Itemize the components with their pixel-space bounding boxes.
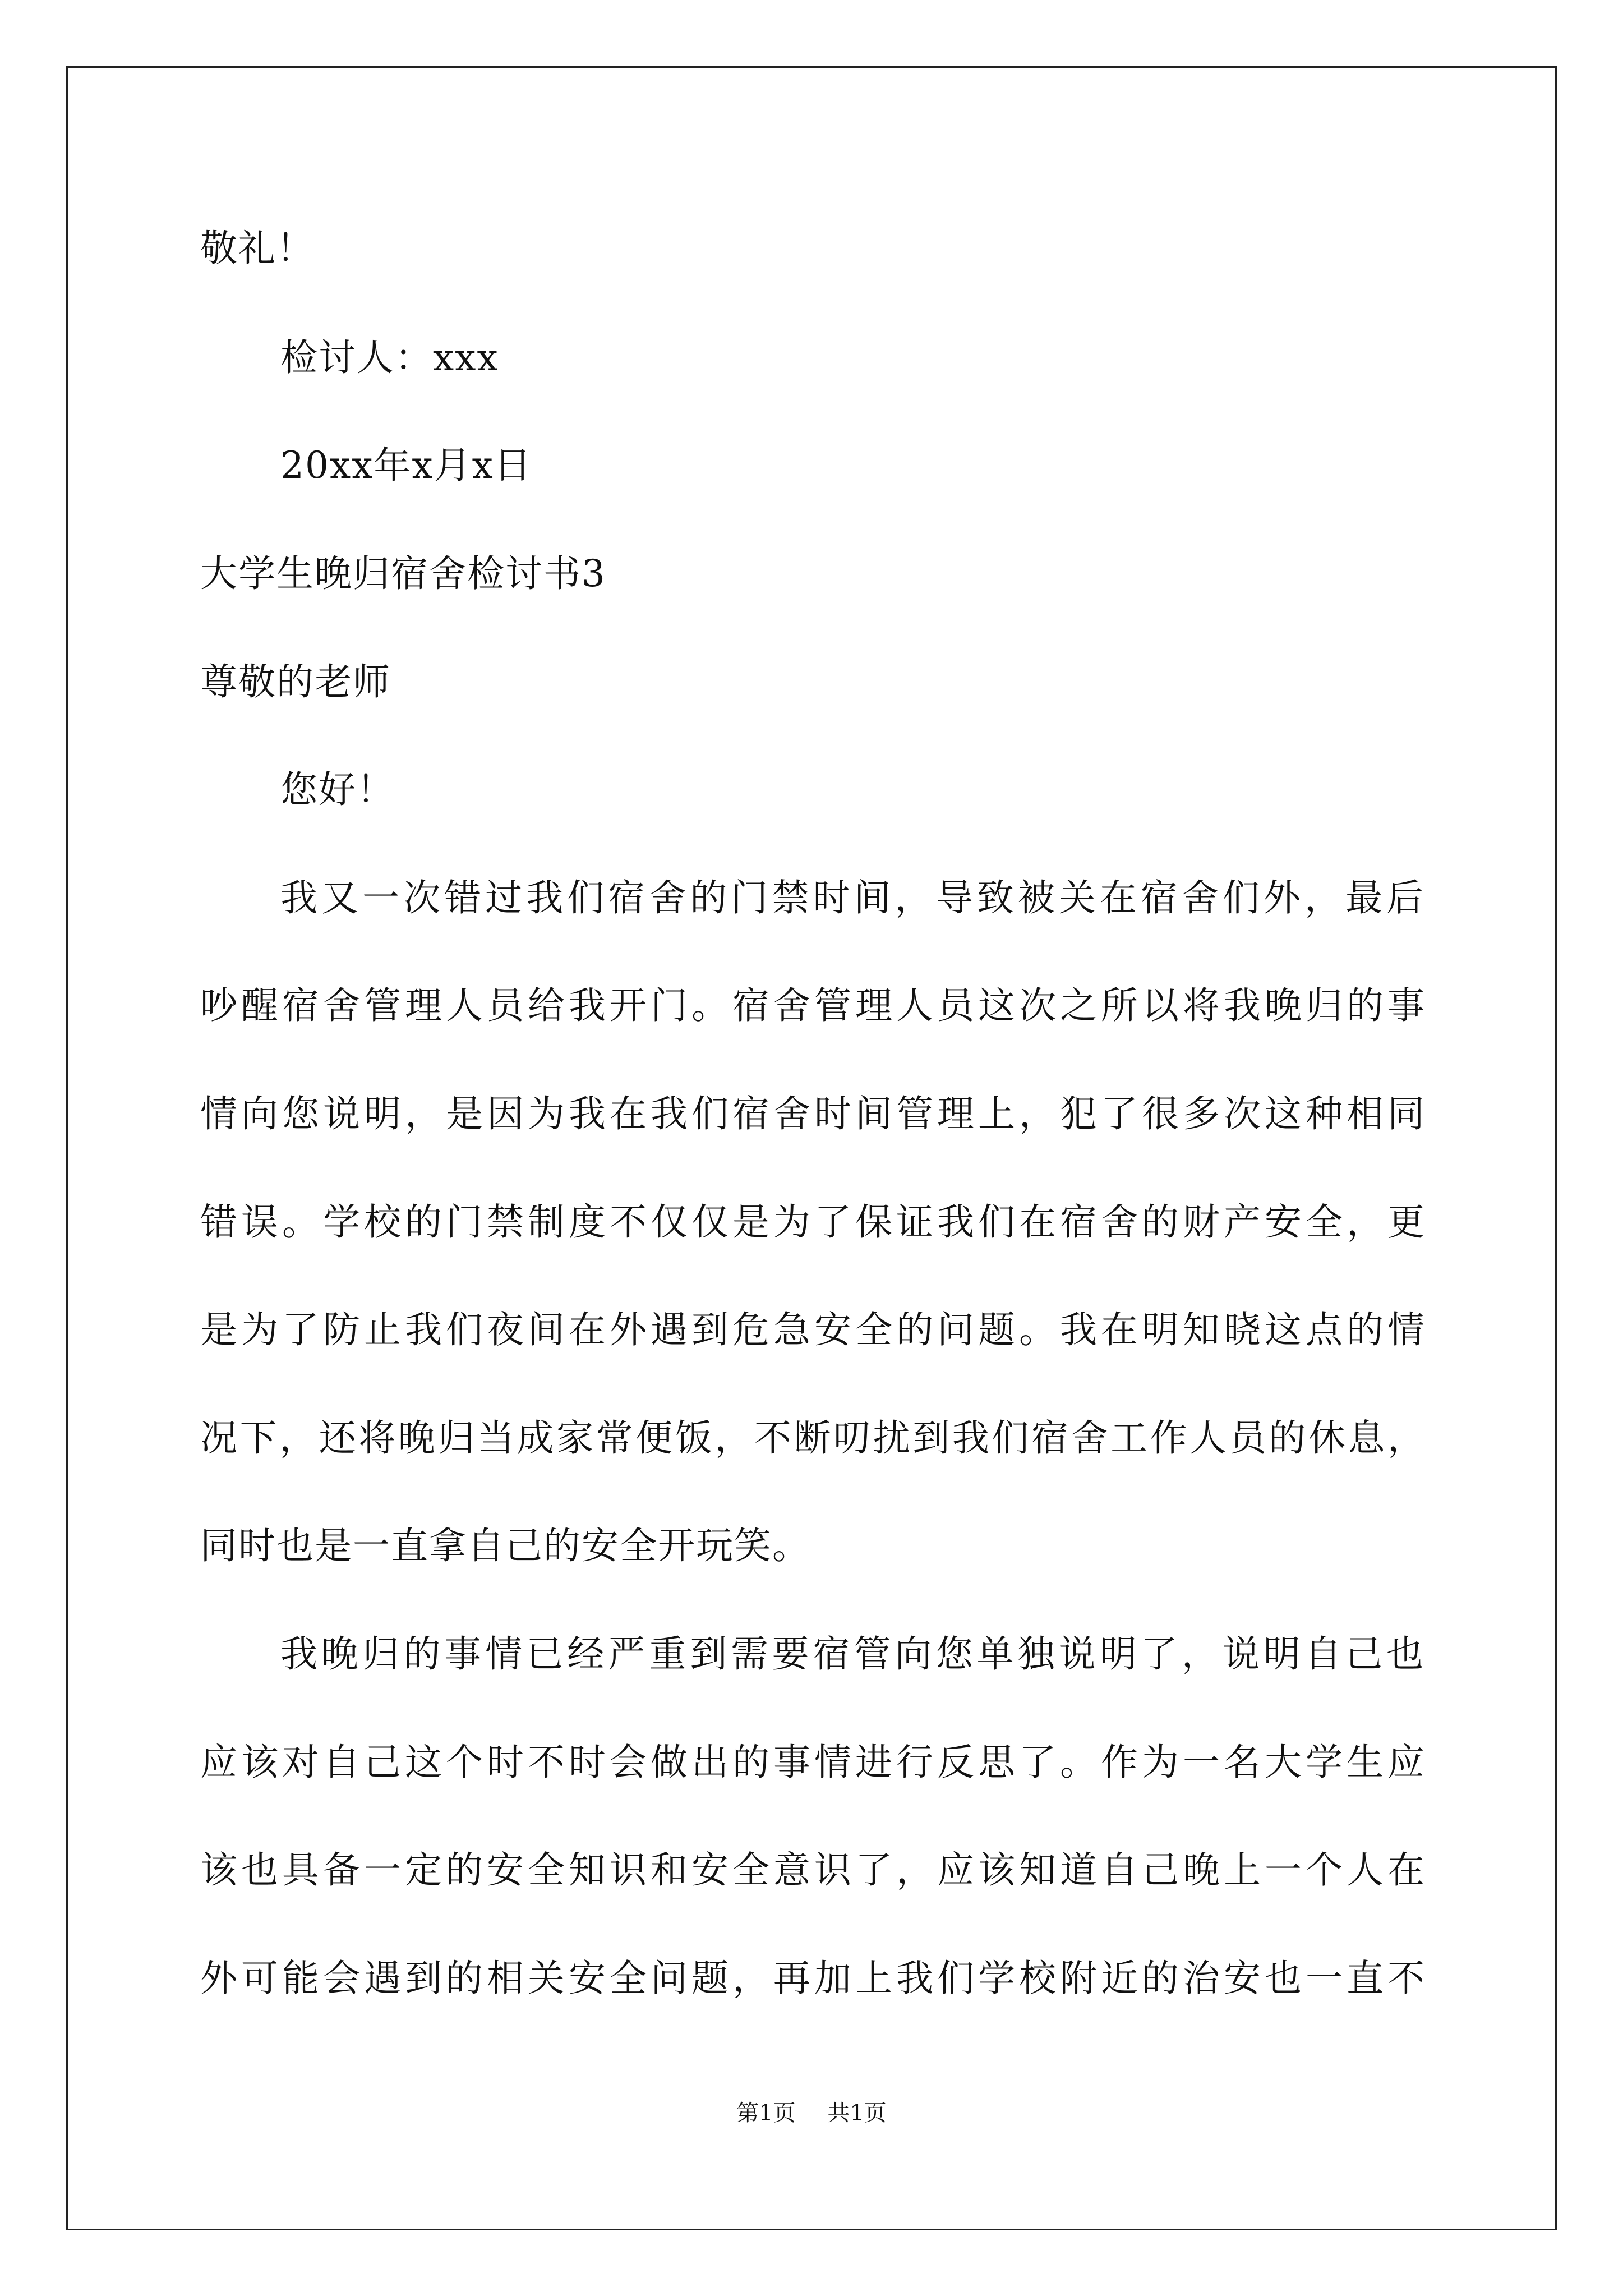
paragraph-line: 况下，还将晚归当成家常便饭，不断叨扰到我们宿舍工作人员的休息， bbox=[200, 1416, 1426, 1460]
paragraph-line: 我又一次错过我们宿舍的门禁时间，导致被关在宿舍们外，最后 bbox=[280, 876, 1424, 919]
paragraph-line: 我晚归的事情已经严重到需要宿管向您单独说明了，说明自己也 bbox=[280, 1632, 1424, 1676]
greeting: 您好！ bbox=[280, 768, 395, 811]
paragraph-line: 情向您说明，是因为我在我们宿舍时间管理上，犯了很多次这种相同 bbox=[200, 1092, 1426, 1135]
closing-salute: 敬礼！ bbox=[200, 227, 315, 270]
letter-title: 大学生晚归宿舍检讨书3 bbox=[200, 552, 606, 595]
signer-line: 检讨人：xxx bbox=[280, 336, 499, 379]
paragraph-line: 应该对自己这个时不时会做出的事情进行反思了。作为一名大学生应 bbox=[200, 1741, 1426, 1784]
paragraph-line: 错误。学校的门禁制度不仅仅是为了保证我们在宿舍的财产安全，更 bbox=[200, 1200, 1426, 1244]
date-line: 20xx年x月x日 bbox=[280, 444, 532, 487]
paragraph-line: 同时也是一直拿自己的安全开玩笑。 bbox=[200, 1524, 810, 1567]
page-number: 第1页 bbox=[736, 2100, 796, 2126]
salutation: 尊敬的老师 bbox=[200, 660, 391, 703]
paragraph-line: 外可能会遇到的相关安全问题，再加上我们学校附近的治安也一直不 bbox=[200, 1957, 1426, 2000]
paragraph-line: 吵醒宿舍管理人员给我开门。宿舍管理人员这次之所以将我晚归的事 bbox=[200, 984, 1426, 1027]
page-total: 共1页 bbox=[827, 2100, 887, 2126]
paragraph-line: 是为了防止我们夜间在外遇到危急安全的问题。我在明知晓这点的情 bbox=[200, 1308, 1426, 1351]
page-footer bbox=[0, 2102, 1623, 2124]
page-border bbox=[66, 66, 1557, 2230]
paragraph-line: 该也具备一定的安全知识和安全意识了，应该知道自己晚上一个人在 bbox=[200, 1848, 1426, 1892]
